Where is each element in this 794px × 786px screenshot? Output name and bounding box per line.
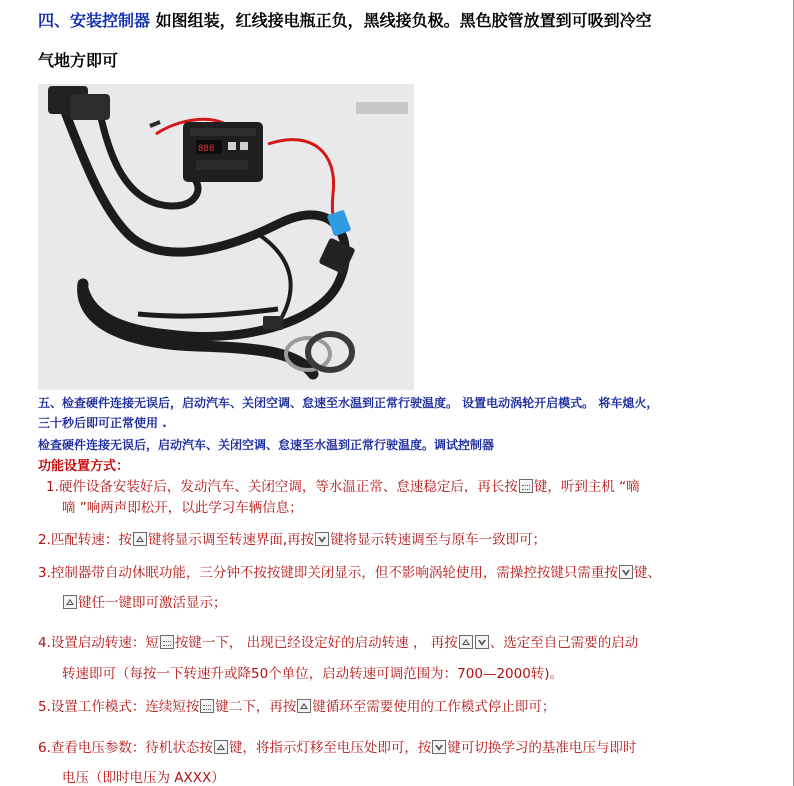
step-1-text-b: 键，听到主机 “嘀: [533, 479, 640, 495]
step-2: [38, 530, 546, 550]
step-4-text-b: 按键一下， 出现已经设定好的启动转速 ， 再按: [174, 635, 458, 651]
up-key-icon: [133, 532, 147, 546]
product-photo-illustration: [38, 84, 414, 390]
product-photo: [38, 84, 414, 390]
up-key-icon: [214, 740, 228, 754]
set-key-icon: [519, 479, 533, 493]
up-key-icon: [63, 595, 77, 609]
step-3-line-1: [38, 563, 661, 583]
step-1-line-2: 嘀 ”响两声即松开，以此学习车辆信息；: [62, 500, 303, 516]
step-6-text-a: 6.查看电压参数：待机状态按: [38, 740, 213, 756]
section-5-line-1: 五、检查硬件连接无误后，启动汽车、关闭空调、怠速至水温到正常行驶温度。 设置电动涡轮开启模式。 将车熄火，: [38, 396, 659, 410]
up-key-icon: [297, 699, 311, 713]
section-5-line-2: 三十秒后即可正常使用 .: [38, 416, 167, 430]
step-5-text-c: 键循环至需要使用的工作模式停止即可；: [312, 699, 556, 715]
down-key-icon: [475, 635, 489, 649]
down-key-icon: [315, 532, 329, 546]
step-3-line-2: [62, 593, 227, 613]
step-2-text-c: 键将显示转速调至与原车一致即可；: [330, 532, 547, 548]
section-4-number: 四、安装控制器: [38, 11, 151, 30]
step-4-line-1: [38, 633, 638, 653]
step-2-text-b: 键将显示调至转速界面,再按: [147, 532, 315, 548]
step-4-line-2: 转速即可（每按一下转速升或降50个单位，启动转速可调范围为：700—2000转)。: [62, 666, 564, 682]
step-5: [38, 697, 555, 717]
step-3-text-a: 3.控制器带自动休眠功能，三分钟不按按键即关闭显示，但不影响涡轮使用，需操控按键只需重按: [38, 565, 618, 581]
step-2-text-a: 2.匹配转速：按: [38, 532, 132, 548]
up-key-icon: [459, 635, 473, 649]
step-6-text-c: 键可切换学习的基准电压与即时: [447, 740, 637, 756]
down-key-icon: [432, 740, 446, 754]
set-key-icon: [200, 699, 214, 713]
step-4-text-c: 、选定至自己需要的启动: [489, 635, 639, 651]
step-3-text-c: 键任一键即可激活显示；: [78, 595, 227, 611]
step-6-text-b: 键，将指示灯移至电压处即可，按: [228, 740, 432, 756]
down-key-icon: [619, 565, 633, 579]
set-key-icon: [160, 635, 174, 649]
step-5-text-a: 5.设置工作模式：连续短按: [38, 699, 200, 715]
section-5-line-3: 检查硬件连接无误后，启动汽车、关闭空调、怠速至水温到正常行驶温度。调试控制器: [38, 438, 495, 452]
step-3-text-b: 键、: [633, 565, 661, 581]
functions-title: 功能设置方式：: [38, 459, 130, 474]
section-4-text-continued: 气地方即可: [38, 51, 119, 70]
step-6-line-1: [38, 738, 636, 758]
step-4-text-a: 4.设置启动转速：短: [38, 635, 159, 651]
svg-text:888: 888: [198, 144, 215, 154]
step-5-text-b: 键二下，再按: [215, 699, 297, 715]
section-4-text: 如图组装，红线接电瓶正负，黑线接负极。黑色胶管放置到可吸到冷空: [155, 11, 652, 30]
step-6-line-2: 电压（即时电压为 AXXX）: [62, 770, 225, 786]
step-1-line-1: [46, 477, 640, 497]
section-4-heading: [38, 10, 778, 32]
step-1-text-a: 1.硬件设备安装好后，发动汽车、关闭空调，等水温正常、怠速稳定后，再长按: [46, 479, 518, 495]
